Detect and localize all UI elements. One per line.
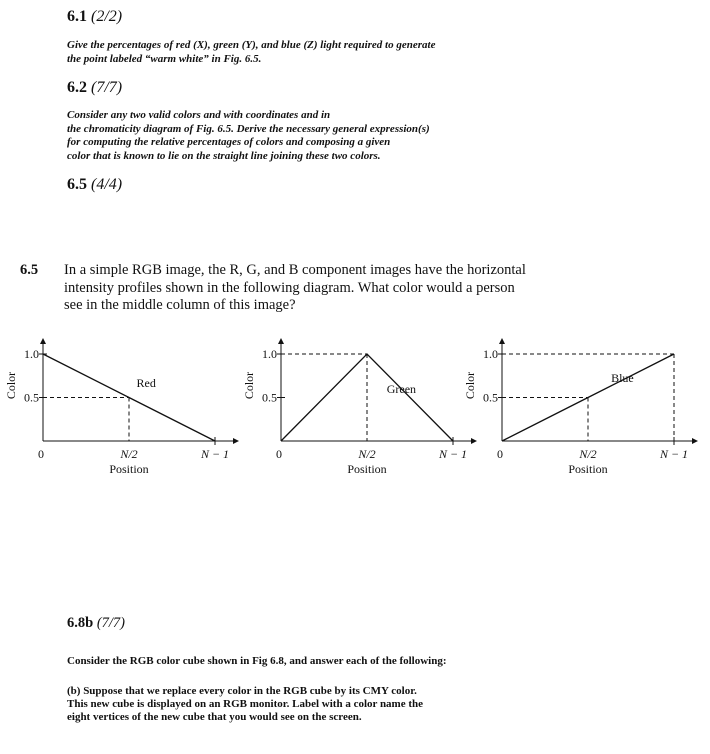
text-line: (b) Suppose that we replace every color in the RGB cube by its CMY color. bbox=[67, 685, 417, 697]
series-label: Blue bbox=[611, 370, 634, 385]
text-line: eight vertices of the new cube that you would see on the screen. bbox=[67, 711, 362, 723]
y-axis-label: Color bbox=[4, 371, 18, 400]
text-line: In a simple RGB image, the R, G, and B component images have the horizontal bbox=[64, 262, 526, 278]
x-tick-label: N/2 bbox=[120, 447, 138, 461]
section-heading-6-8b bbox=[67, 615, 125, 632]
y-axis-arrow bbox=[278, 338, 284, 344]
x-tick-label: N − 1 bbox=[438, 447, 468, 461]
text-line: color that is known to lie on the straight line joining these two colors. bbox=[67, 149, 381, 162]
x-axis-arrow bbox=[692, 438, 698, 444]
x-tick-label: N/2 bbox=[358, 447, 376, 461]
text-line: the chromaticity diagram of Fig. 6.5. Derive the necessary general expression(s) bbox=[67, 122, 430, 135]
section-number: 6.8b bbox=[67, 615, 94, 631]
text-line: see in the middle column of this image? bbox=[64, 297, 296, 313]
x-tick-label: N − 1 bbox=[200, 447, 230, 461]
question-6-8b bbox=[67, 685, 423, 724]
text-line: This new cube is displayed on an RGB monitor. Label with a color name the bbox=[67, 698, 424, 710]
section-number: 6.5 bbox=[67, 176, 87, 193]
x-tick-label: N − 1 bbox=[659, 447, 689, 461]
section-score: (4/4) bbox=[91, 176, 123, 193]
x-axis-label: Position bbox=[109, 462, 149, 476]
section-number: 6.1 bbox=[67, 8, 87, 25]
series-label: Red bbox=[136, 376, 156, 391]
question-intro: Consider the RGB color cube shown in Fig 6.8, and answer each of the following: bbox=[67, 655, 447, 667]
x-axis-arrow bbox=[233, 438, 239, 444]
section-score: (7/7) bbox=[91, 79, 123, 96]
y-tick-label: 0.5 bbox=[483, 390, 498, 405]
y-tick-label: 1.0 bbox=[24, 347, 39, 361]
text-line: the point labeled “warm white” in Fig. 6.5. bbox=[67, 52, 262, 65]
problem-text bbox=[64, 262, 526, 315]
question-6-2 bbox=[67, 109, 430, 163]
x-tick-label: 0 bbox=[276, 447, 282, 461]
y-axis-arrow bbox=[499, 338, 505, 344]
section-heading-6-2 bbox=[67, 79, 122, 97]
series-label: Green bbox=[386, 382, 417, 397]
y-tick-label: 1.0 bbox=[262, 347, 277, 361]
section-score: (2/2) bbox=[91, 8, 123, 25]
problem-number: 6.5 bbox=[20, 262, 39, 278]
x-axis-label: Position bbox=[568, 462, 608, 476]
text-line: Give the percentages of red (X), green (Y), and blue (Z) light required to generate bbox=[67, 39, 436, 51]
x-tick-label: 0 bbox=[38, 447, 44, 461]
x-axis-label: Position bbox=[347, 462, 387, 476]
y-axis-label: Color bbox=[242, 371, 256, 400]
intensity-profile-charts bbox=[0, 330, 710, 480]
y-tick-label: 0.5 bbox=[262, 390, 277, 405]
y-axis-label: Color bbox=[463, 371, 477, 400]
y-tick-label: 0.5 bbox=[24, 390, 39, 405]
section-heading-6-1 bbox=[67, 8, 122, 26]
section-number: 6.2 bbox=[67, 79, 87, 96]
text-line: intensity profiles shown in the following diagram. What color would a person bbox=[64, 279, 515, 296]
text-line: for computing the relative percentages of colors and composing a given bbox=[67, 136, 391, 148]
y-tick-label: 1.0 bbox=[483, 347, 498, 361]
x-tick-label: N/2 bbox=[579, 447, 597, 461]
question-6-1 bbox=[67, 39, 435, 66]
section-score: (7/7) bbox=[96, 615, 126, 631]
y-axis-arrow bbox=[40, 338, 46, 344]
x-tick-label: 0 bbox=[497, 447, 503, 461]
text-line: Consider any two valid colors and with coordinates and in bbox=[67, 109, 331, 121]
section-heading-6-5 bbox=[67, 176, 122, 194]
x-axis-arrow bbox=[471, 438, 477, 444]
